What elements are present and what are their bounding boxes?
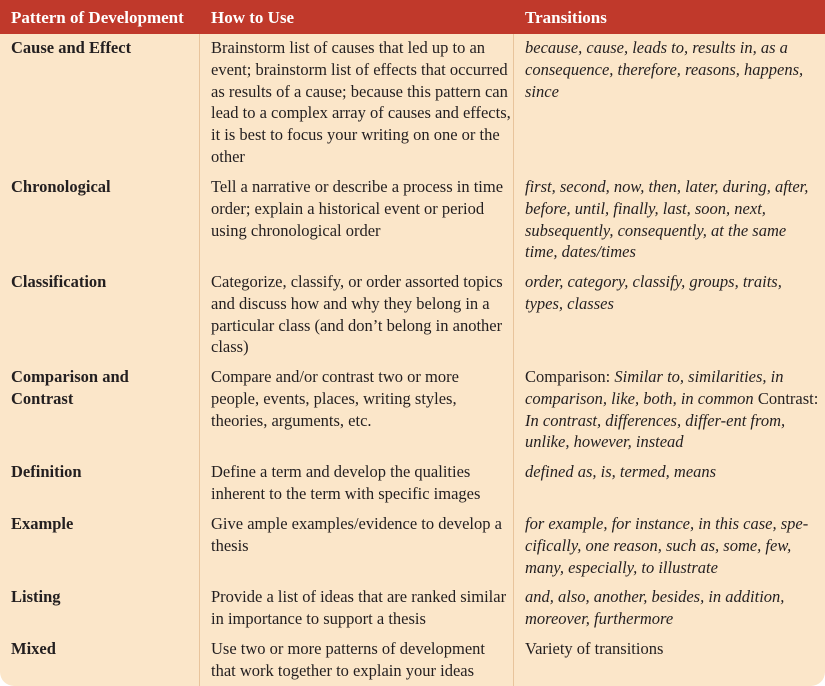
transitions-text: order, category, classify, groups, traits, types, classes bbox=[525, 272, 782, 313]
header-pattern: Pattern of Development bbox=[11, 8, 184, 27]
pattern-name: Chronological bbox=[11, 177, 111, 196]
pattern-name: Cause and Effect bbox=[11, 38, 132, 57]
how-to-use-text: Use two or more patterns of development that work together to explain your ideas bbox=[211, 639, 486, 680]
how-to-use-text: Give ample examples/evidence to develop a thesis bbox=[211, 514, 502, 555]
transitions-text: for example, for instance, in this case, spe-cifically, one reason, such as, some, few, many, especially, to illustrate bbox=[525, 514, 809, 577]
how-to-use-text: Tell a narrative or describe a process in time order; explain a historical event or period using chronological order bbox=[211, 177, 504, 240]
contrast-transitions: In contrast, differences, differ-ent from, unlike, however, instead bbox=[525, 410, 786, 452]
comparison-transitions: Similar to, similarities, in comparison, like, both, in common bbox=[525, 367, 784, 408]
how-to-use-text: Define a term and develop the qualities inherent to the term with specific images bbox=[211, 462, 481, 503]
pattern-name: Definition bbox=[11, 462, 82, 481]
pattern-name: Listing bbox=[11, 587, 61, 606]
header-transitions: Transitions bbox=[525, 8, 607, 27]
header-how-to-use: How to Use bbox=[211, 8, 295, 27]
table-header-row bbox=[0, 0, 825, 34]
how-to-use-text: Categorize, classify, or order assorted topics and discuss how and why they belong in a particular class (and don’t belong in another class) bbox=[211, 272, 503, 357]
pattern-name: Mixed bbox=[11, 639, 56, 658]
how-to-use-text: Provide a list of ideas that are ranked similar in importance to support a thesis bbox=[211, 587, 507, 628]
transitions-text: first, second, now, then, later, during, after, before, until, finally, last, soon, next, subsequently, consequently, at the same time, dates/times bbox=[525, 177, 809, 262]
transitions-text bbox=[525, 366, 821, 453]
how-to-use-text: Compare and/or contrast two or more people, events, places, writing styles, theories, arguments, etc. bbox=[211, 367, 459, 430]
column-divider bbox=[513, 34, 514, 686]
transitions-text: Variety of transitions bbox=[525, 639, 664, 658]
pattern-name: Comparison and Contrast bbox=[11, 367, 129, 408]
transitions-text: because, cause, leads to, results in, as a consequence, therefore, reasons, happens, since bbox=[525, 38, 804, 101]
pattern-name: Example bbox=[11, 514, 74, 533]
comparison-label: Comparison: bbox=[525, 367, 611, 386]
contrast-label: Contrast: bbox=[757, 388, 819, 408]
column-divider bbox=[199, 34, 200, 686]
how-to-use-text: Brainstorm list of causes that led up to an event; brainstorm list of effects that occurred as results of a cause; because this pattern can lead to a complex array of causes and effects, it is best to focus your writing on one or the other bbox=[211, 38, 511, 166]
pattern-name: Classification bbox=[11, 272, 107, 291]
transitions-text: and, also, another, besides, in addition, moreover, furthermore bbox=[525, 587, 785, 628]
transitions-text: defined as, is, termed, means bbox=[525, 462, 717, 481]
